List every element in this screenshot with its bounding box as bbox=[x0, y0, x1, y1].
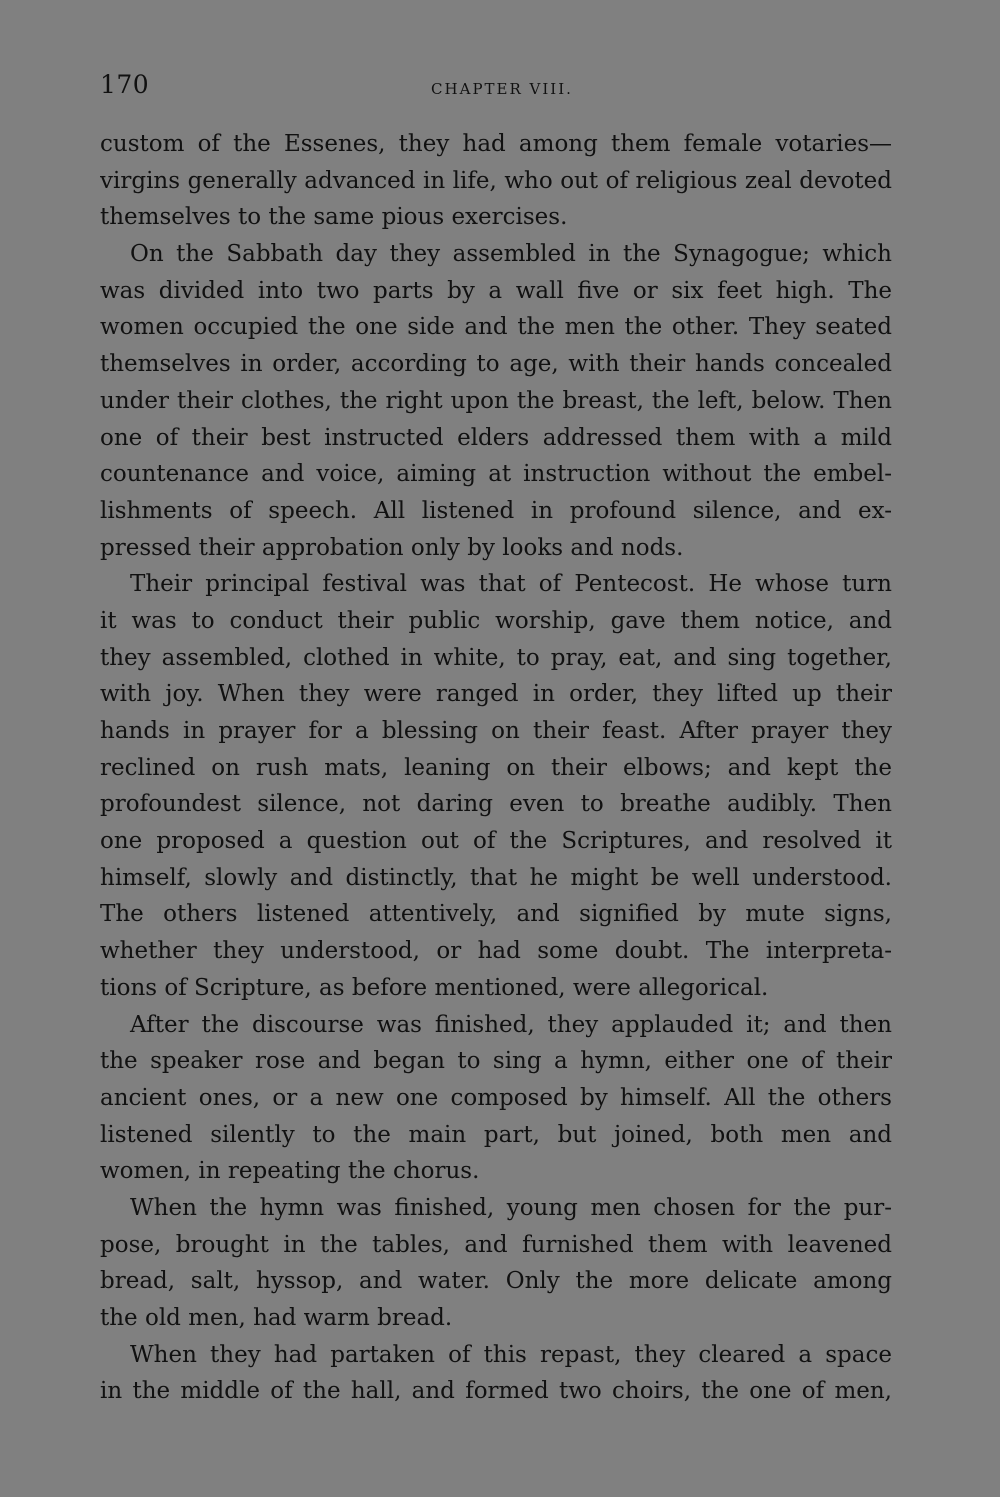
text-line: When they had partaken of this repast, they cleared a space bbox=[130, 1341, 892, 1368]
text-line: After the discourse was finished, they applauded it; and then bbox=[130, 1011, 892, 1038]
text-line: custom of the Essenes, they had among them female votaries— bbox=[100, 131, 892, 157]
text-line: the speaker rose and began to sing a hymn, either one of their bbox=[100, 1048, 892, 1075]
text-line: When the hymn was finished, young men chosen for the pur- bbox=[130, 1194, 892, 1221]
text-line: pose, brought in the tables, and furnished them with leavened bbox=[100, 1231, 892, 1258]
text-line: one proposed a question out of the Scriptures, and resolved it bbox=[100, 828, 892, 855]
text-line: themselves in order, according to age, with their hands concealed bbox=[100, 351, 892, 378]
page-body bbox=[100, 126, 892, 1410]
text-line: listened silently to the main part, but joined, both men and bbox=[100, 1121, 892, 1148]
paragraph-3 bbox=[100, 566, 892, 1006]
running-head: CHAPTER VIII. bbox=[431, 80, 573, 98]
text-line: the old men, had warm bread. bbox=[100, 1305, 453, 1331]
text-line: they assembled, clothed in white, to pray, eat, and sing together, bbox=[100, 644, 892, 671]
text-line: themselves to the same pious exercises. bbox=[100, 204, 568, 231]
text-line: virgins generally advanced in life, who out of religious zeal devoted bbox=[100, 167, 892, 194]
text-line: Their principal festival was that of Pentecost. He whose turn bbox=[130, 571, 892, 598]
page-number: 170 bbox=[100, 70, 150, 99]
text-line: lishments of speech. All listened in profound silence, and ex- bbox=[100, 497, 892, 524]
paragraph-1 bbox=[100, 126, 892, 236]
paragraph-6 bbox=[100, 1337, 892, 1410]
text-line: tions of Scripture, as before mentioned, were allegorical. bbox=[100, 974, 769, 1001]
text-line: it was to conduct their public worship, gave them notice, and bbox=[100, 607, 892, 634]
text-line: ancient ones, or a new one composed by himself. All the others bbox=[100, 1084, 892, 1111]
text-line: On the Sabbath day they assembled in the Synagogue; which bbox=[130, 241, 892, 268]
paragraph-4 bbox=[100, 1007, 892, 1190]
text-line: with joy. When they were ranged in order, they lifted up their bbox=[100, 681, 892, 708]
text-line: reclined on rush mats, leaning on their elbows; and kept the bbox=[100, 754, 892, 781]
text-line: profoundest silence, not daring even to breathe audibly. Then bbox=[100, 791, 892, 818]
text-line: women occupied the one side and the men the other. They seated bbox=[100, 314, 892, 341]
text-line: bread, salt, hyssop, and water. Only the more delicate among bbox=[100, 1268, 892, 1295]
text-line: himself, slowly and distinctly, that he might be well understood. bbox=[100, 864, 892, 891]
text-line: one of their best instructed elders addressed them with a mild bbox=[100, 424, 892, 451]
text-line: The others listened attentively, and signified by mute signs, bbox=[100, 901, 892, 928]
text-line: was divided into two parts by a wall five or six feet high. The bbox=[100, 277, 892, 304]
text-line: women, in repeating the chorus. bbox=[100, 1158, 480, 1185]
paragraph-2 bbox=[100, 236, 892, 566]
text-line: countenance and voice, aiming at instruction without the embel- bbox=[100, 461, 892, 488]
text-line: hands in prayer for a blessing on their feast. After prayer they bbox=[100, 718, 892, 744]
text-line: pressed their approbation only by looks and nods. bbox=[100, 534, 684, 561]
text-line: in the middle of the hall, and formed two choirs, the one of men, bbox=[100, 1378, 892, 1405]
paragraph-5 bbox=[100, 1190, 892, 1337]
page-header bbox=[100, 70, 892, 110]
text-line: whether they understood, or had some doubt. The interpreta- bbox=[100, 938, 892, 965]
text-line: under their clothes, the right upon the breast, the left, below. Then bbox=[100, 387, 892, 414]
